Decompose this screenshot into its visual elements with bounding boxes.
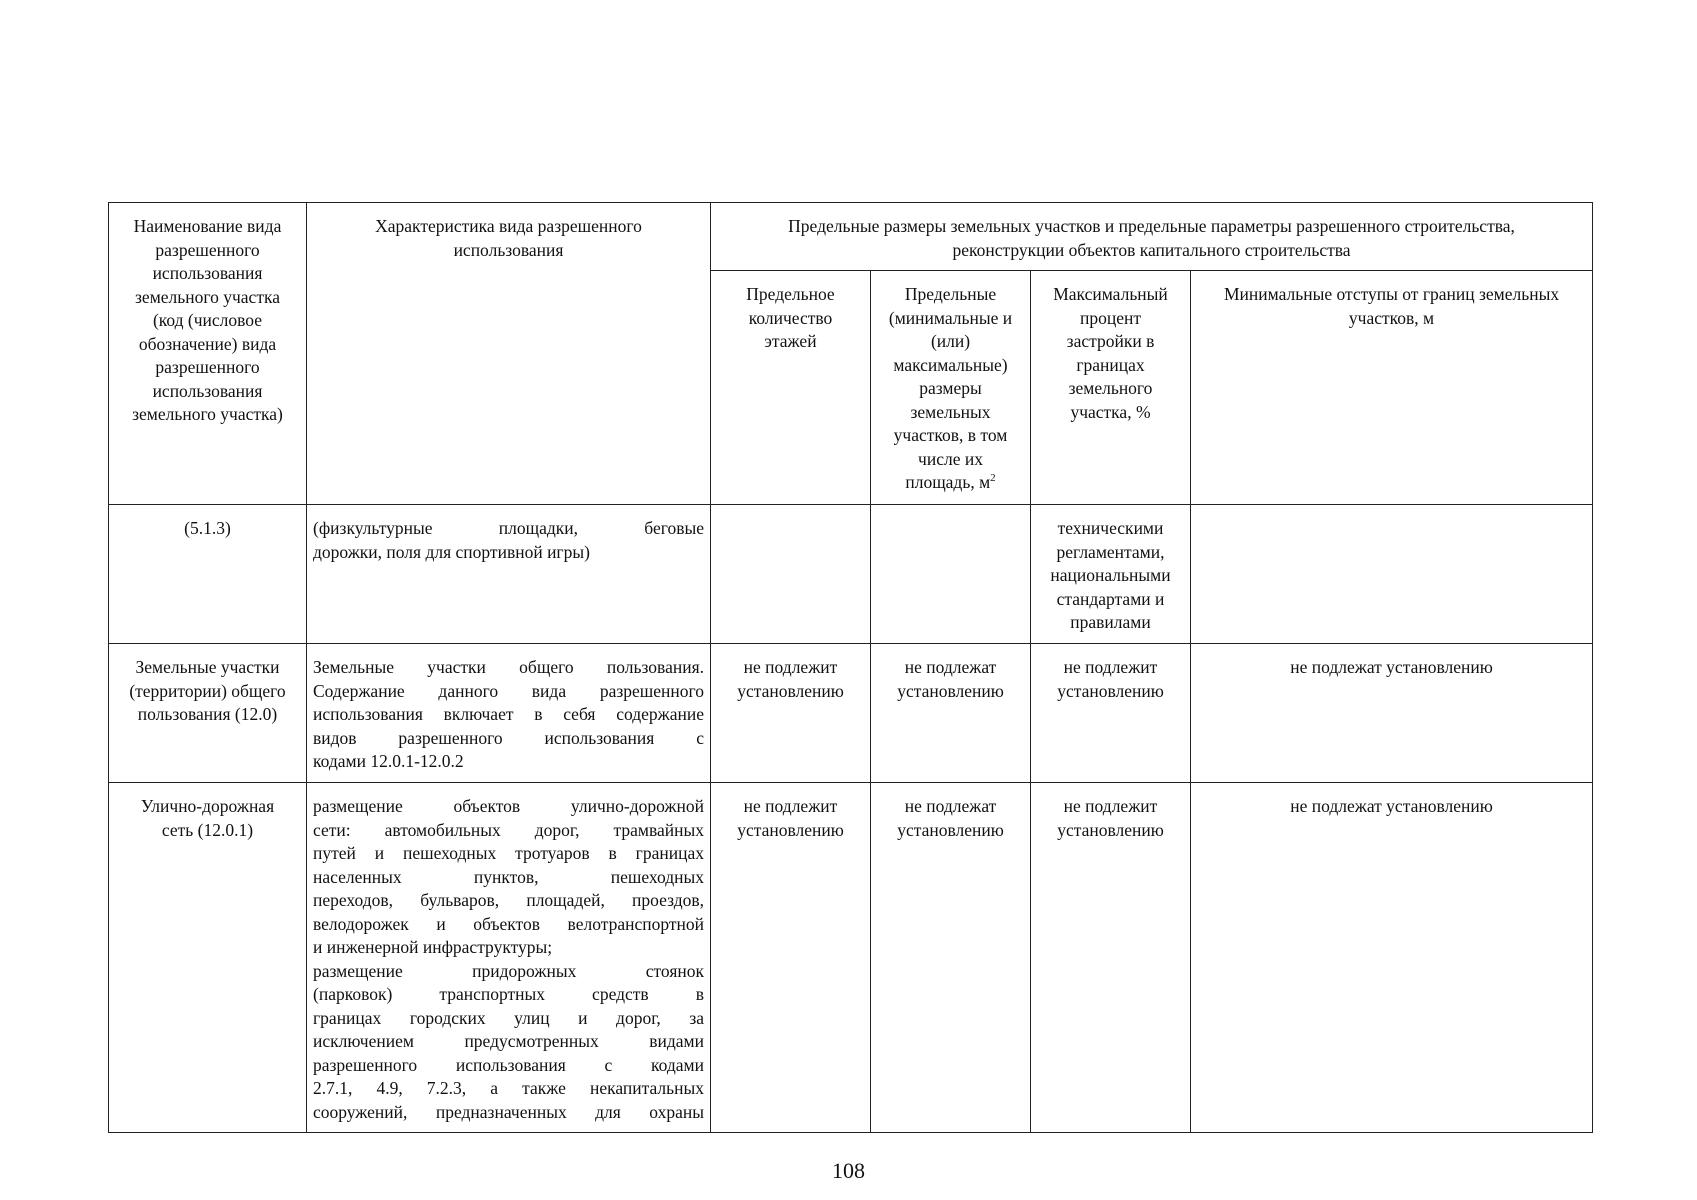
desc-line: размещение объектов улично-дорожной [313, 796, 704, 816]
header-setbacks: Минимальные отступы от границ земельных участков, м [1191, 271, 1593, 505]
row-plot-sizes: не подлежат установлению [871, 783, 1031, 1133]
desc-line: кодами 12.0.1-12.0.2 [313, 751, 464, 771]
row-build-percent: не подлежит установлению [1031, 783, 1191, 1133]
row-characteristic [307, 783, 711, 1133]
desc-line: размещение придорожных стоянок [313, 960, 704, 981]
desc-line: населенных пунктов, пешеходных [313, 866, 704, 887]
row-land-use-name: (5.1.3) [109, 505, 307, 644]
table-row [109, 783, 1593, 1133]
header-floors: Предельное количество этажей [711, 271, 871, 505]
desc-line: 2.7.1, 4.9, 7.2.3, а также некапитальных [313, 1078, 704, 1098]
desc-line: (парковок) транспортных средств в [313, 984, 704, 1004]
header-plot-sizes [871, 271, 1031, 505]
row-plot-sizes [871, 505, 1031, 644]
desc-line: исключением предусмотренных видами [313, 1031, 704, 1051]
row-floors: не подлежит установлению [711, 644, 871, 783]
header-plot-sizes-sup: 2 [990, 472, 996, 485]
row-build-percent: не подлежит установлению [1031, 644, 1191, 783]
row-land-use-name: Улично-дорожная сеть (12.0.1) [109, 783, 307, 1133]
desc-line: Земельные участки общего пользования. [313, 657, 704, 677]
desc-line: путей и пешеходных тротуаров в границах [313, 843, 704, 863]
header-plot-sizes-text: Предельные (минимальные и (или) максимальные) размеры земельных участков, в том числе их площадь, м [888, 284, 1013, 492]
table-row [109, 505, 1593, 644]
desc-line: использования включает в себя содержание [313, 704, 704, 724]
page-number: 108 [832, 1158, 865, 1183]
land-use-table [108, 202, 1593, 1133]
desc-line: (физкультурные площадки, беговые [313, 518, 704, 538]
desc-line: Содержание данного вида разрешенного [313, 680, 704, 701]
row-characteristic [307, 644, 711, 783]
row-characteristic [307, 505, 711, 644]
row-plot-sizes: не подлежат установлению [871, 644, 1031, 783]
row-build-percent: техническими регламентами, национальными стандартами и правилами [1031, 505, 1191, 644]
desc-line: сооружений, предназначенных для охраны [313, 1101, 704, 1122]
header-row-1 [109, 203, 1593, 271]
header-characteristic: Характеристика вида разрешенного использования [307, 203, 711, 505]
row-floors [711, 505, 871, 644]
desc-line: и инженерной инфраструктуры; [313, 937, 553, 957]
row-setbacks [1191, 505, 1593, 644]
desc-line: границах городских улиц и дорог, за [313, 1007, 704, 1028]
desc-line: видов разрешенного использования с [313, 727, 704, 748]
desc-line: разрешенного использования с кодами [313, 1054, 704, 1075]
desc-line: велодорожек и объектов велотранспортной [313, 913, 704, 934]
row-land-use-name: Земельные участки (территории) общего пользования (12.0) [109, 644, 307, 783]
header-land-use-name: Наименование вида разрешенного использования земельного участка (код (числовое обозначение) вида разрешенного использования земельного участка) [109, 203, 307, 505]
header-build-percent: Максимальный процент застройки в границах земельного участка, % [1031, 271, 1191, 505]
row-setbacks: не подлежат установлению [1191, 644, 1593, 783]
header-limits-group: Предельные размеры земельных участков и предельные параметры разрешенного строительства, реконструкции объектов капитального строительства [711, 203, 1593, 271]
row-setbacks: не подлежат установлению [1191, 783, 1593, 1133]
desc-line: дорожки, поля для спортивной игры) [313, 541, 590, 562]
desc-line: переходов, бульваров, площадей, проездов, [313, 890, 704, 910]
table-row [109, 644, 1593, 783]
desc-line: сети: автомобильных дорог, трамвайных [313, 819, 704, 840]
row-floors: не подлежит установлению [711, 783, 871, 1133]
